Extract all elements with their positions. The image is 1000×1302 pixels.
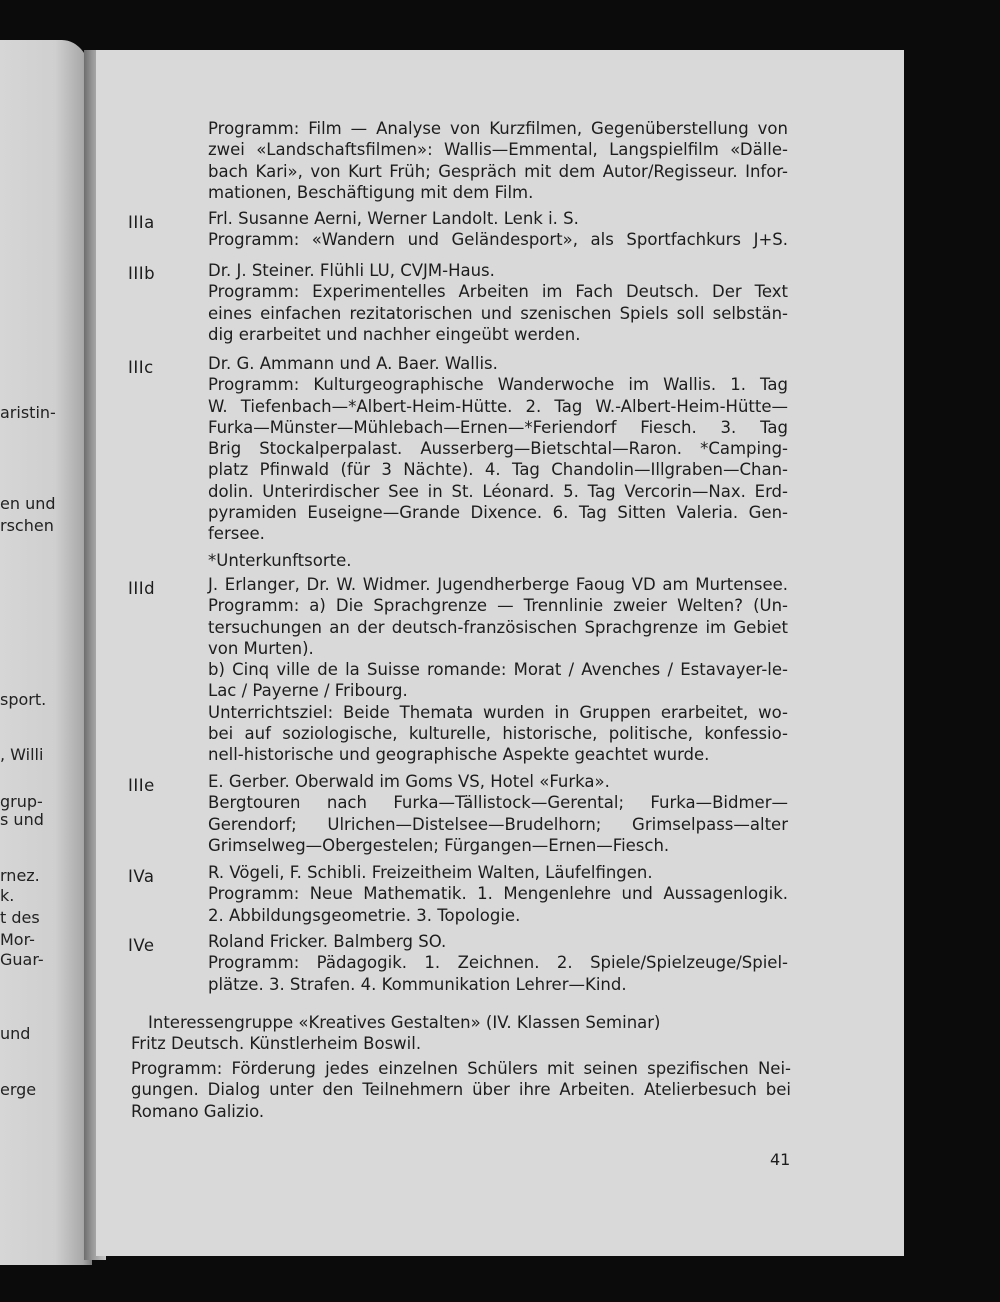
text-line: nell-historische und geographische Aspekte geachtet wurde. [208,745,710,765]
text-line: Programm: Kulturgeographische Wanderwoche im Wallis. 1. Tag [208,375,788,395]
course-entry-IIId [208,574,788,766]
text-line: Programm: Film — Analyse von Kurzfilmen, Gegenüberstellung von [208,119,788,138]
text-line: Programm: Pädagogik. 1. Zeichnen. 2. Spiele/Spielzeuge/Spiel- [208,953,788,973]
course-entry-IIIe [208,771,788,856]
text-line: Bergtouren nach Furka—Tällistock—Gerental; Furka—Bidmer— [208,793,788,813]
course-entry-IIIa [208,208,788,251]
page-number: 41 [770,1150,791,1169]
course-code: IIId [128,579,156,598]
text-line: Programm: Experimentelles Arbeiten im Fach Deutsch. Der Text [208,282,788,302]
text-line: Dr. G. Ammann und A. Baer. Wallis. [208,354,498,373]
text-line: platz Pfinwald (für 3 Nächte). 4. Tag Chandolin—Illgraben—Chan- [208,460,788,480]
text-line: Programm: Förderung jedes einzelnen Schülers mit seinen spezifischen Nei- [131,1059,791,1078]
interest-group-heading [148,1012,808,1033]
text-line: Interessengruppe «Kreatives Gestalten» (IV. Klassen Seminar) [148,1013,661,1032]
course-code: IVe [128,936,155,955]
course-code: IIIe [128,776,155,795]
text-line: fersee. [208,524,265,544]
course-code: IIIb [128,264,156,283]
interest-group-leader [131,1033,791,1054]
text-line: zwei «Landschaftsfilmen»: Wallis—Emmental, Langspielfilm «Dälle- [208,140,788,160]
text-line: Unterrichtsziel: Beide Themata wurden in Gruppen erarbeitet, wo- [208,702,788,722]
text-line: bach Kari», von Kurt Früh; Gespräch mit dem Autor/Regisseur. Infor- [208,161,788,181]
text-line: Grimselweg—Obergestelen; Fürgangen—Ernen—Fiesch. [208,835,670,855]
text-line: R. Vögeli, F. Schibli. Freizeitheim Walten, Läufelfingen. [208,863,653,882]
facing-page-fragment: Guar- [0,950,44,969]
facing-page-fragment: , Willi [0,745,44,764]
text-line: b) Cinq ville de la Suisse romande: Morat / Avenches / Estavayer-le- [208,660,788,680]
course-entry-IVe [208,931,788,995]
facing-page-fragment: Mor- [0,930,35,949]
text-line: gungen. Dialog unter den Teilnehmern über ihre Arbeiten. Atelierbesuch bei [131,1080,791,1100]
text-line: Romano Galizio. [131,1101,265,1121]
facing-page-fragment: t des [0,908,40,927]
text-line: Frl. Susanne Aerni, Werner Landolt. Lenk i. S. [208,209,579,228]
course-entry-IIIc [208,353,788,571]
course-code: IVa [128,867,155,886]
text-line: W. Tiefenbach—*Albert-Heim-Hütte. 2. Tag W.-Albert-Heim-Hütte— [208,396,788,416]
facing-page-fragment: s und [0,810,44,829]
text-line: dig erarbeitet und nachher eingeübt werden. [208,324,581,344]
facing-page-fragment: rnez. [0,866,40,885]
text-line: Programm: «Wandern und Geländesport», als Sportfachkurs J+S. [208,230,788,250]
text-line: Brig Stockalperpalast. Ausserberg—Bietschtal—Raron. *Camping- [208,439,788,459]
facing-page [0,40,92,1265]
facing-page-fragment: erge [0,1080,37,1099]
facing-page-fragment: aristin- [0,403,56,422]
text-line: dolin. Unterirdischer See in St. Léonard. 5. Tag Vercorin—Nax. Erd- [208,481,788,501]
text-line: von Murten). [208,638,314,658]
text-line: Programm: Neue Mathematik. 1. Mengenlehre und Aussagenlogik. [208,884,788,904]
interest-group-program [131,1058,791,1122]
course-code: IIIa [128,213,155,232]
text-line: E. Gerber. Oberwald im Goms VS, Hotel «Furka». [208,772,610,791]
facing-page-fragment: und [0,1024,31,1043]
course-code: IIIc [128,358,154,377]
course-entry-IVa [208,862,788,926]
intro-paragraph [208,118,788,203]
text-line: Roland Fricker. Balmberg SO. [208,932,447,951]
text-line: bei auf soziologische, kulturelle, historische, politische, konfessio- [208,724,788,744]
text-line: mationen, Beschäftigung mit dem Film. [208,182,534,202]
text-line: tersuchungen an der deutsch-französischen Sprachgrenze im Gebiet [208,617,788,637]
facing-page-fragment: rschen [0,516,54,535]
facing-page-fragment: sport. [0,690,47,709]
text-line: J. Erlanger, Dr. W. Widmer. Jugendherberge Faoug VD am Murtensee. [208,575,788,594]
course-entry-IIIb [208,260,788,345]
text-line: Programm: a) Die Sprachgrenze — Trennlinie zweier Welten? (Un- [208,596,788,616]
text-line: eines einfachen rezitatorischen und szenischen Spiels soll selbstän- [208,303,788,323]
text-line: plätze. 3. Strafen. 4. Kommunikation Lehrer—Kind. [208,974,627,994]
text-line: Lac / Payerne / Fribourg. [208,681,408,701]
facing-page-fragment: grup- [0,792,43,811]
text-line: Fritz Deutsch. Künstlerheim Boswil. [131,1034,422,1053]
text-line: Furka—Münster—Mühlebach—Ernen—*Feriendorf Fiesch. 3. Tag [208,417,788,437]
facing-page-fragment: k. [0,886,15,905]
text-line: Gerendorf; Ulrichen—Distelsee—Brudelhorn; Grimselpass—alter [208,814,788,834]
facing-page-fragment: en und [0,494,56,513]
text-line: Dr. J. Steiner. Flühli LU, CVJM-Haus. [208,261,495,280]
text-line: pyramiden Euseigne—Grande Dixence. 6. Tag Sitten Valeria. Gen- [208,503,788,523]
text-line: 2. Abbildungsgeometrie. 3. Topologie. [208,905,521,925]
footnote-line: *Unterkunftsorte. [208,550,352,570]
